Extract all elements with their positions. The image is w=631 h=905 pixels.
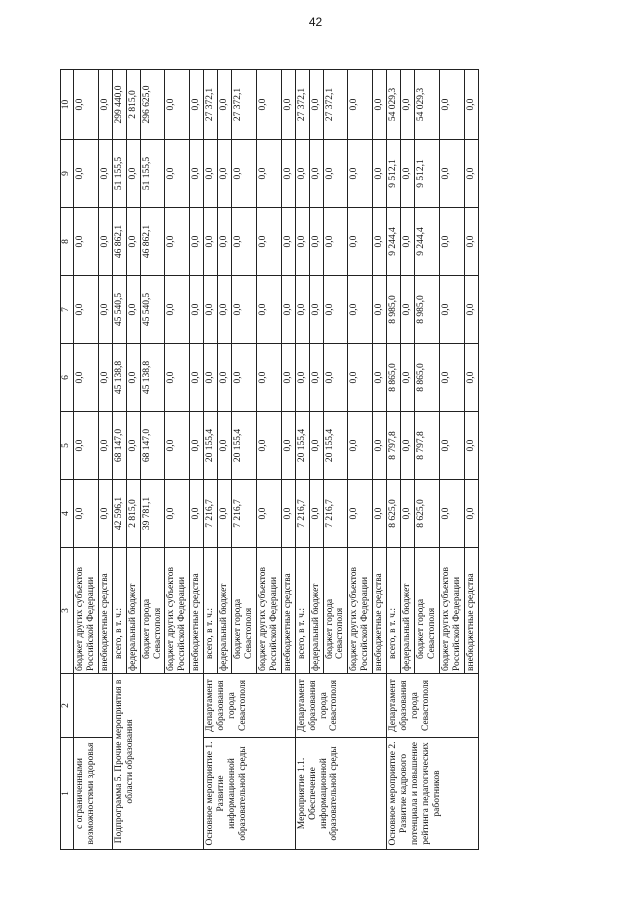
amount-cell: 0,0 xyxy=(165,276,190,344)
amount-cell: 0,0 xyxy=(348,70,373,140)
amount-cell: 0,0 xyxy=(218,208,232,276)
amount-cell: 45 540,5 xyxy=(140,276,165,344)
column-number-header: 6 xyxy=(61,344,74,412)
amount-cell: 0,0 xyxy=(232,276,257,344)
amount-cell: 7 216,7 xyxy=(295,480,309,548)
amount-cell: 27 372,1 xyxy=(323,70,348,140)
amount-cell: 2 815,0 xyxy=(126,480,140,548)
amount-cell: 27 372,1 xyxy=(295,70,309,140)
column-number-header: 4 xyxy=(61,480,74,548)
amount-cell: 0,0 xyxy=(190,412,204,480)
budget-table xyxy=(60,69,479,850)
funding-source-cell: внебюджетные средства xyxy=(464,548,478,674)
amount-cell: 0,0 xyxy=(464,140,478,208)
amount-cell: 45 138,8 xyxy=(112,344,126,412)
amount-cell: 0,0 xyxy=(464,412,478,480)
amount-cell: 0,0 xyxy=(98,344,112,412)
table-row xyxy=(112,70,126,850)
amount-cell: 0,0 xyxy=(204,344,218,412)
responsible-executor-cell: Департамент образования города Севастополя xyxy=(204,674,295,738)
amount-cell: 0,0 xyxy=(190,70,204,140)
amount-cell: 8 865,0 xyxy=(387,344,401,412)
amount-cell: 0,0 xyxy=(232,208,257,276)
funding-source-cell: бюджет города Севастополя xyxy=(232,548,257,674)
funding-source-cell: всего, в т. ч.: xyxy=(295,548,309,674)
column-number-header: 3 xyxy=(61,548,74,674)
amount-cell: 0,0 xyxy=(439,412,464,480)
amount-cell: 0,0 xyxy=(74,276,99,344)
amount-cell: 20 155,4 xyxy=(204,412,218,480)
amount-cell: 0,0 xyxy=(323,140,348,208)
amount-cell: 42 596,1 xyxy=(112,480,126,548)
amount-cell: 0,0 xyxy=(98,276,112,344)
amount-cell: 0,0 xyxy=(401,208,415,276)
amount-cell: 0,0 xyxy=(256,208,281,276)
amount-cell: 0,0 xyxy=(401,480,415,548)
amount-cell: 0,0 xyxy=(204,276,218,344)
amount-cell: 51 155,5 xyxy=(140,140,165,208)
amount-cell: 8 865,0 xyxy=(414,344,439,412)
column-number-header: 7 xyxy=(61,276,74,344)
amount-cell: 0,0 xyxy=(309,70,323,140)
amount-cell: 9 512,1 xyxy=(414,140,439,208)
amount-cell: 0,0 xyxy=(439,70,464,140)
funding-source-cell: всего, в т. ч.: xyxy=(112,548,126,674)
column-number-header: 1 xyxy=(61,738,74,850)
program-name-cell: Подпрограмма 5. Прочие мероприятия в области образования xyxy=(112,674,203,850)
amount-cell: 0,0 xyxy=(165,208,190,276)
amount-cell: 0,0 xyxy=(281,412,295,480)
amount-cell: 0,0 xyxy=(126,208,140,276)
amount-cell: 8 985,0 xyxy=(387,276,401,344)
activity-name-cell: с ограниченными возможностями здоровья xyxy=(74,738,113,850)
column-number-header: 9 xyxy=(61,140,74,208)
amount-cell: 7 216,7 xyxy=(323,480,348,548)
amount-cell: 299 440,0 xyxy=(112,70,126,140)
amount-cell: 0,0 xyxy=(256,344,281,412)
amount-cell: 0,0 xyxy=(190,140,204,208)
amount-cell: 0,0 xyxy=(126,344,140,412)
amount-cell: 0,0 xyxy=(190,208,204,276)
amount-cell: 0,0 xyxy=(373,412,387,480)
amount-cell: 0,0 xyxy=(373,70,387,140)
column-number-header: 8 xyxy=(61,208,74,276)
amount-cell: 0,0 xyxy=(256,276,281,344)
amount-cell: 0,0 xyxy=(281,480,295,548)
amount-cell: 0,0 xyxy=(295,208,309,276)
amount-cell: 0,0 xyxy=(373,140,387,208)
amount-cell: 0,0 xyxy=(309,140,323,208)
activity-name-cell: Мероприятие 1.1. Обеспечение информационной образовательной среды xyxy=(295,738,386,850)
amount-cell: 0,0 xyxy=(165,480,190,548)
funding-source-cell: федеральный бюджет xyxy=(401,548,415,674)
amount-cell: 7 216,7 xyxy=(204,480,218,548)
amount-cell: 0,0 xyxy=(281,276,295,344)
amount-cell: 0,0 xyxy=(165,70,190,140)
funding-source-cell: внебюджетные средства xyxy=(98,548,112,674)
amount-cell: 0,0 xyxy=(190,480,204,548)
amount-cell: 8 625,0 xyxy=(414,480,439,548)
column-number-header: 10 xyxy=(61,70,74,140)
amount-cell: 9 244,4 xyxy=(414,208,439,276)
amount-cell: 0,0 xyxy=(165,412,190,480)
amount-cell: 45 540,5 xyxy=(112,276,126,344)
responsible-executor-cell: Департамент образования города Севастополя xyxy=(295,674,386,738)
amount-cell: 68 147,0 xyxy=(112,412,126,480)
amount-cell: 0,0 xyxy=(295,344,309,412)
funding-source-cell: внебюджетные средства xyxy=(281,548,295,674)
amount-cell: 0,0 xyxy=(218,276,232,344)
table-row xyxy=(74,70,99,850)
amount-cell: 0,0 xyxy=(323,276,348,344)
amount-cell: 0,0 xyxy=(98,412,112,480)
table-row xyxy=(204,70,218,850)
amount-cell: 0,0 xyxy=(165,344,190,412)
amount-cell: 0,0 xyxy=(256,480,281,548)
amount-cell: 0,0 xyxy=(348,208,373,276)
amount-cell: 0,0 xyxy=(464,480,478,548)
amount-cell: 0,0 xyxy=(401,412,415,480)
amount-cell: 0,0 xyxy=(232,344,257,412)
amount-cell: 0,0 xyxy=(295,276,309,344)
amount-cell: 0,0 xyxy=(309,344,323,412)
amount-cell: 0,0 xyxy=(295,140,309,208)
amount-cell: 0,0 xyxy=(401,276,415,344)
amount-cell: 0,0 xyxy=(256,412,281,480)
amount-cell: 0,0 xyxy=(281,70,295,140)
amount-cell: 45 138,8 xyxy=(140,344,165,412)
funding-source-cell: бюджет других субъектов Российской Федерации xyxy=(348,548,373,674)
funding-source-cell: всего, в т. ч.: xyxy=(387,548,401,674)
amount-cell: 0,0 xyxy=(281,208,295,276)
table-row xyxy=(295,70,309,850)
column-number-header: 2 xyxy=(61,674,74,738)
amount-cell: 0,0 xyxy=(74,70,99,140)
amount-cell: 27 372,1 xyxy=(204,70,218,140)
amount-cell: 0,0 xyxy=(218,480,232,548)
funding-source-cell: федеральный бюджет xyxy=(126,548,140,674)
column-number-header: 5 xyxy=(61,412,74,480)
amount-cell: 39 781,1 xyxy=(140,480,165,548)
amount-cell: 46 862,1 xyxy=(140,208,165,276)
amount-cell: 0,0 xyxy=(98,140,112,208)
amount-cell: 7 216,7 xyxy=(232,480,257,548)
amount-cell: 20 155,4 xyxy=(295,412,309,480)
funding-source-cell: бюджет города Севастополя xyxy=(323,548,348,674)
amount-cell: 0,0 xyxy=(190,344,204,412)
amount-cell: 54 029,3 xyxy=(387,70,401,140)
amount-cell: 46 862,1 xyxy=(112,208,126,276)
amount-cell: 0,0 xyxy=(218,412,232,480)
amount-cell: 0,0 xyxy=(74,480,99,548)
amount-cell: 0,0 xyxy=(439,208,464,276)
activity-name-cell: Основное мероприятие 1. Развитие информационной образовательной среды xyxy=(204,738,295,850)
amount-cell: 0,0 xyxy=(126,276,140,344)
amount-cell: 0,0 xyxy=(74,344,99,412)
amount-cell: 0,0 xyxy=(218,140,232,208)
amount-cell: 0,0 xyxy=(98,208,112,276)
amount-cell: 0,0 xyxy=(464,208,478,276)
amount-cell: 0,0 xyxy=(204,208,218,276)
responsible-executor-cell: Департамент образования города Севастополя xyxy=(387,674,478,738)
table-row xyxy=(387,70,401,850)
amount-cell: 0,0 xyxy=(126,412,140,480)
amount-cell: 0,0 xyxy=(204,140,218,208)
amount-cell: 0,0 xyxy=(218,70,232,140)
amount-cell: 2 815,0 xyxy=(126,70,140,140)
amount-cell: 8 625,0 xyxy=(387,480,401,548)
funding-source-cell: федеральный бюджет xyxy=(309,548,323,674)
amount-cell: 51 155,5 xyxy=(112,140,126,208)
amount-cell: 0,0 xyxy=(126,140,140,208)
funding-source-cell: бюджет других субъектов Российской Федерации xyxy=(165,548,190,674)
rotated-table-container xyxy=(60,70,570,850)
amount-cell: 0,0 xyxy=(439,480,464,548)
amount-cell: 20 155,4 xyxy=(232,412,257,480)
amount-cell: 0,0 xyxy=(190,276,204,344)
amount-cell: 20 155,4 xyxy=(323,412,348,480)
amount-cell: 0,0 xyxy=(323,344,348,412)
amount-cell: 0,0 xyxy=(256,140,281,208)
funding-source-cell: федеральный бюджет xyxy=(218,548,232,674)
funding-source-cell: внебюджетные средства xyxy=(190,548,204,674)
funding-source-cell: бюджет города Севастополя xyxy=(140,548,165,674)
amount-cell: 0,0 xyxy=(439,140,464,208)
amount-cell: 0,0 xyxy=(309,208,323,276)
amount-cell: 0,0 xyxy=(74,140,99,208)
funding-source-cell: внебюджетные средства xyxy=(373,548,387,674)
amount-cell: 8 797,8 xyxy=(387,412,401,480)
amount-cell: 0,0 xyxy=(256,70,281,140)
amount-cell: 0,0 xyxy=(281,344,295,412)
amount-cell: 0,0 xyxy=(309,276,323,344)
amount-cell: 0,0 xyxy=(401,140,415,208)
amount-cell: 0,0 xyxy=(218,344,232,412)
amount-cell: 54 029,3 xyxy=(414,70,439,140)
amount-cell: 0,0 xyxy=(464,276,478,344)
amount-cell: 0,0 xyxy=(74,208,99,276)
amount-cell: 0,0 xyxy=(439,276,464,344)
amount-cell: 0,0 xyxy=(348,140,373,208)
amount-cell: 0,0 xyxy=(373,208,387,276)
funding-source-cell: бюджет других субъектов Российской Федерации xyxy=(439,548,464,674)
amount-cell: 0,0 xyxy=(309,480,323,548)
amount-cell: 0,0 xyxy=(373,344,387,412)
funding-source-cell: всего, в т. ч.: xyxy=(204,548,218,674)
amount-cell: 27 372,1 xyxy=(232,70,257,140)
amount-cell: 0,0 xyxy=(464,344,478,412)
amount-cell: 0,0 xyxy=(373,480,387,548)
amount-cell: 68 147,0 xyxy=(140,412,165,480)
amount-cell: 0,0 xyxy=(373,276,387,344)
responsible-executor-cell xyxy=(74,674,113,738)
page-number: 42 xyxy=(308,15,323,29)
amount-cell: 0,0 xyxy=(281,140,295,208)
amount-cell: 0,0 xyxy=(401,70,415,140)
amount-cell: 9 244,4 xyxy=(387,208,401,276)
amount-cell: 8 985,0 xyxy=(414,276,439,344)
activity-name-cell: Основное мероприятие 2. Развитие кадрового потенциала и повышение рейтинга педагогических работников xyxy=(387,738,478,850)
amount-cell: 0,0 xyxy=(98,70,112,140)
amount-cell: 0,0 xyxy=(348,276,373,344)
amount-cell: 0,0 xyxy=(74,412,99,480)
funding-source-cell: бюджет города Севастополя xyxy=(414,548,439,674)
amount-cell: 296 625,0 xyxy=(140,70,165,140)
amount-cell: 0,0 xyxy=(401,344,415,412)
amount-cell: 0,0 xyxy=(98,480,112,548)
amount-cell: 0,0 xyxy=(348,480,373,548)
amount-cell: 0,0 xyxy=(165,140,190,208)
amount-cell: 0,0 xyxy=(348,412,373,480)
amount-cell: 9 512,1 xyxy=(387,140,401,208)
header-row xyxy=(61,70,74,850)
amount-cell: 0,0 xyxy=(464,70,478,140)
amount-cell: 0,0 xyxy=(348,344,373,412)
amount-cell: 0,0 xyxy=(232,140,257,208)
amount-cell: 0,0 xyxy=(323,208,348,276)
funding-source-cell: бюджет других субъектов Российской Федерации xyxy=(256,548,281,674)
amount-cell: 0,0 xyxy=(309,412,323,480)
amount-cell: 8 797,8 xyxy=(414,412,439,480)
funding-source-cell: бюджет других субъектов Российской Федерации xyxy=(74,548,99,674)
amount-cell: 0,0 xyxy=(439,344,464,412)
